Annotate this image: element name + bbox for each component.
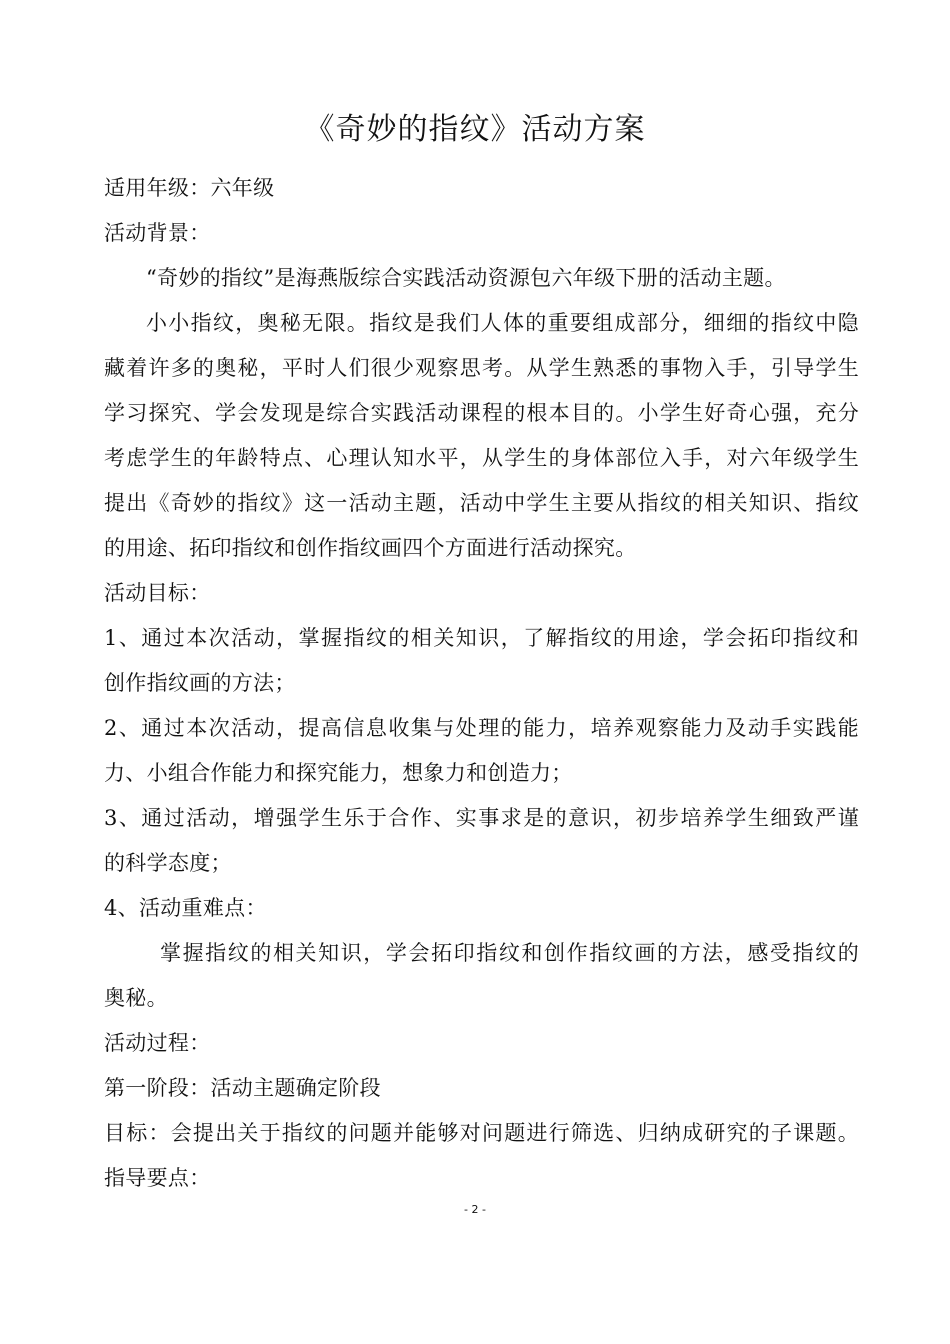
- process-heading: 活动过程：: [104, 1031, 211, 1055]
- grade-line: 适用年级：六年级: [104, 176, 275, 200]
- page-number: - 2 -: [464, 1203, 486, 1216]
- background-paragraph-line: 的用途、拓印指纹和创作指纹画四个方面进行活动探究。: [104, 536, 637, 560]
- background-paragraph-line: 小小指纹，奥秘无限。指纹是我们人体的重要组成部分，细细的指纹中隐: [146, 311, 859, 335]
- stage-1-goal: 目标：会提出关于指纹的问题并能够对问题进行筛选、归纳成研究的子课题。: [104, 1121, 859, 1145]
- background-heading: 活动背景：: [104, 221, 211, 245]
- key-points-line: 掌握指纹的相关知识，学会拓印指纹和创作指纹画的方法，感受指纹的: [160, 941, 859, 965]
- goal-2-line: 力、小组合作能力和探究能力，想象力和创造力；: [104, 761, 573, 785]
- guidance-heading: 指导要点：: [104, 1166, 211, 1190]
- background-paragraph-line: 考虑学生的年龄特点、心理认知水平，从学生的身体部位入手，对六年级学生: [104, 446, 859, 470]
- stage-1-heading: 第一阶段：活动主题确定阶段: [104, 1076, 381, 1100]
- document-title: 《奇妙的指纹》活动方案: [304, 112, 646, 147]
- goal-2-line: 2、通过本次活动，提高信息收集与处理的能力，培养观察能力及动手实践能: [104, 716, 859, 740]
- goal-1-line: 1、通过本次活动，掌握指纹的相关知识，了解指纹的用途，学会拓印指纹和: [104, 626, 859, 650]
- key-points-line: 奥秘。: [104, 986, 168, 1010]
- background-paragraph-line: 学习探究、学会发现是综合实践活动课程的根本目的。小学生好奇心强，充分: [104, 401, 859, 425]
- goal-1-line: 创作指纹画的方法；: [104, 671, 296, 695]
- goal-3-line: 3、通过活动，增强学生乐于合作、实事求是的意识，初步培养学生细致严谨: [104, 806, 859, 830]
- goals-heading: 活动目标：: [104, 581, 211, 605]
- background-paragraph-line: 提出《奇妙的指纹》这一活动主题，活动中学生主要从指纹的相关知识、指纹: [104, 491, 859, 515]
- goal-3-line: 的科学态度；: [104, 851, 232, 875]
- background-intro: “奇妙的指纹”是海燕版综合实践活动资源包六年级下册的活动主题。: [146, 266, 786, 290]
- goal-4-heading: 4、活动重难点：: [104, 896, 267, 920]
- background-paragraph-line: 藏着许多的奥秘，平时人们很少观察思考。从学生熟悉的事物入手，引导学生: [104, 356, 859, 380]
